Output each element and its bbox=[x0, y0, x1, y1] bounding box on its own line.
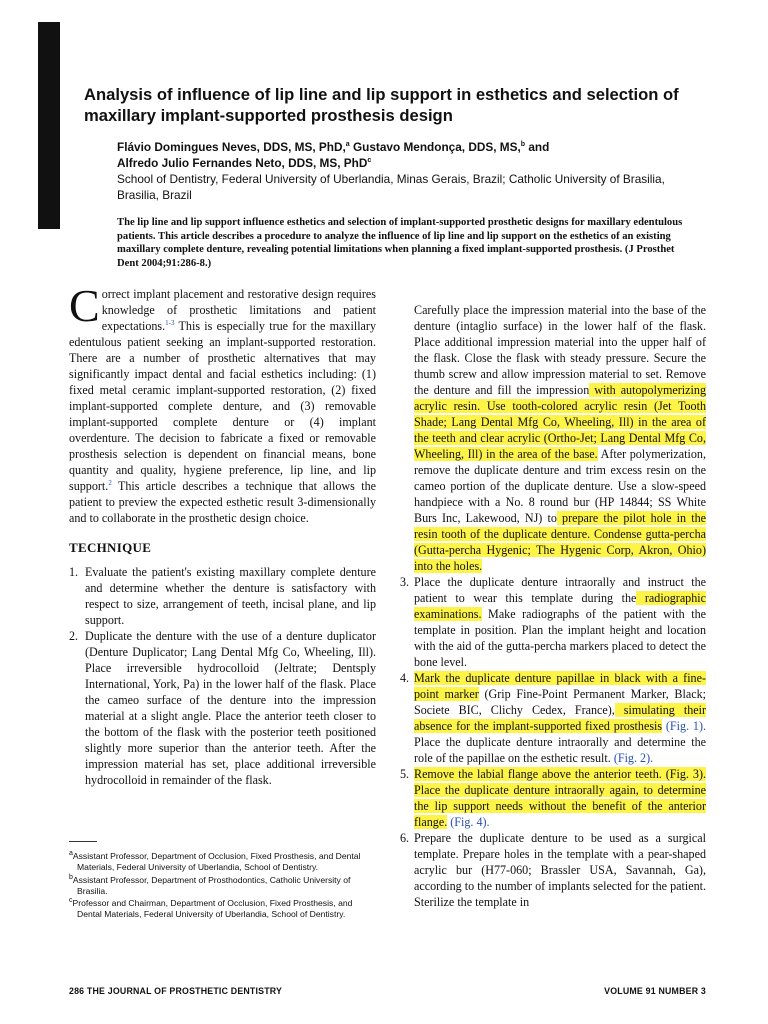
highlight: with autopolymerizing acrylic resin. bbox=[414, 383, 706, 413]
highlight: Remove the labial flange above the anterior teeth. (Fig. 3). Place the duplicate denture intraorally again, to determine the lip support needs without the benefit of the anterior flange. bbox=[414, 767, 706, 829]
step-1 bbox=[69, 564, 376, 628]
step-text: Prepare the duplicate denture to be used as a surgical template. Prepare holes in the template with a pear-shaped acrylic bur (H77-060; Brassler USA, Savannah, Ga), according to the number of implants selected for the patient. Sterilize the template in bbox=[414, 831, 706, 909]
step-text: Place the duplicate denture intraorally and determine the role of the papillae on the esthetic result. bbox=[414, 735, 706, 765]
step-4 bbox=[400, 670, 706, 766]
article-title: Analysis of influence of lip line and lip support in esthetics and selection of maxillary implant-supported prosthesis design bbox=[84, 85, 679, 125]
margin-bar bbox=[38, 22, 60, 229]
right-column bbox=[398, 302, 706, 910]
author-1-marker: a bbox=[345, 141, 350, 149]
footnotes bbox=[69, 851, 377, 922]
author-conjunction: and bbox=[525, 140, 550, 154]
step-text: (Grip Fine-Point Permanent Marker, Black; Societe BIC, Clichy Cedex, France), bbox=[414, 687, 706, 717]
author-3-marker: c bbox=[367, 157, 372, 165]
highlight: simulating their absence for the implant-supported fixed prosthesis bbox=[414, 703, 706, 733]
footnote-c bbox=[69, 898, 377, 921]
intro-text-1: orrect implant placement and restorative design requires knowledge of prosthetic limitations and patient expectations. bbox=[101, 287, 376, 333]
highlight: prepare the pilot hole in the resin tooth of the duplicate denture. Condense gutta-percha (Gutta-percha Hygenic; The Hygenic Corp, Akron, Ohio) into the holes. bbox=[414, 511, 706, 573]
footnote-divider bbox=[69, 841, 97, 842]
step-number: 5. bbox=[400, 767, 410, 781]
footnote-text: Professor and Chairman, Department of Occlusion, Fixed Prosthesis, and Dental Materials, Federal University of Uberlandia, School of Dentistry. bbox=[72, 898, 353, 920]
figure-link-4[interactable]: (Fig. 4). bbox=[447, 815, 490, 829]
intro-paragraph bbox=[69, 280, 376, 526]
highlight: Use tooth-colored acrylic resin (Jet Tooth Shade; Lang Dental Mfg Co, Wheeling, Ill) in the area of the teeth and clear acrylic (Ortho-Jet; Lang Dental Mfg Co, Wheeling, Ill) in the area of the base. bbox=[414, 399, 707, 461]
step-text: Duplicate the denture with the use of a denture duplicator (Denture Duplicator; Lang Dental Mfg Co, Wheeling, Ill). Place irreversible hydrocolloid (Jeltrate; Dentsply International, York, Pa) in the lower half of the flask. Place the cameo surface of the denture into the impression material at a slight angle. Place the anterior teeth closer to the bottom of the flask with the posterior teeth positioned slightly more superior than the anterior teeth. After the impression material has set, place additional irreversible hydrocolloid in remainder of the flask. bbox=[85, 629, 376, 787]
step-number: 2. bbox=[69, 629, 79, 643]
reference-link-1[interactable]: 1-3 bbox=[165, 318, 175, 327]
step-3 bbox=[400, 574, 707, 670]
affiliation: School of Dentistry, Federal University of Uberlandia, Minas Gerais, Brazil; Catholic University of Brasilia, Brasilia, Brazil bbox=[117, 172, 665, 202]
intro-text-2: This is especially true for the maxillary edentulous patient seeking an implant-supported restoration. There are a number of prosthetic alternatives that may significantly impact dental and facial esthetics including: (1) fixed metal ceramic implant-supported restoration, (2) fixed implant-supported complete denture, and (3) removable implant-supported complete denture or (4) implant overdenture. The decision to fabricate a fixed or removable prosthesis selection is dependent on financial means, bone quantity and quality, hygiene preference, lip line, and lip support. bbox=[69, 319, 376, 493]
step-text: Evaluate the patient's existing maxillary complete denture and determine whether the denture is satisfactory with respect to size, arrangement of teeth, incisal plane, and lip support. bbox=[85, 565, 376, 627]
step-text: Make radiographs of the patient with the template in position. Plan the implant height and location with the aid of the gutta-percha markers placed to detect the bone level. bbox=[414, 607, 706, 669]
author-2: Gustavo Mendonça, DDS, MS, bbox=[349, 140, 521, 154]
step-number: 3. bbox=[400, 575, 410, 589]
step-text: After polymerization, remove the duplicate denture and trim excess resin on the cameo portion of the duplicate denture. Use a slow-speed handpiece with a No. 8 round bur (HP 14844; SS White Burs Inc, Lakewood, NJ) to bbox=[414, 447, 706, 525]
step-5 bbox=[400, 766, 706, 830]
abstract: The lip line and lip support influence esthetics and selection of implant-supported prosthetic designs for maxillary edentulous patients. This article describes a procedure to analyze the influence of lip line and lip support on the esthetics of an existing maxillary complete denture, revealing potential limitations when planning a fixed implant-supported prosthesis. (J Prosthet Dent 2004;91:286-8.) bbox=[117, 217, 683, 269]
author-1: Flávio Domingues Neves, DDS, MS, PhD, bbox=[117, 140, 346, 154]
footnote-text: Assistant Professor, Department of Prosthodontics, Catholic University of Brasilia. bbox=[72, 874, 351, 896]
step-text: Carefully place the impression material into the base of the denture (intaglio surface) in the lower half of the flask. Place additional impression material into the upper half of the flask. Close the flask with steady pressure. Secure the thumb screw and allow impression material to set. Remove the denture and fill the impression bbox=[414, 303, 706, 397]
figure-link-2[interactable]: (Fig. 2). bbox=[610, 751, 654, 765]
footnote-marker: a bbox=[69, 850, 73, 858]
footnote-marker: c bbox=[69, 897, 73, 905]
left-column bbox=[69, 280, 376, 788]
footer-journal: 286 THE JOURNAL OF PROSTHETIC DENTISTRY bbox=[69, 986, 283, 996]
figure-link-1[interactable]: (Fig. 1). bbox=[662, 719, 706, 733]
footnote-marker: b bbox=[69, 873, 73, 881]
section-heading-technique: TECHNIQUE bbox=[69, 540, 152, 555]
intro-text-3: This article describes a technique that allows the patient to preview the expected esthetic result 3-dimensionally and to collaborate in the prosthetic design choice. bbox=[69, 479, 376, 525]
step-number: 1. bbox=[69, 565, 79, 579]
author-3: Alfredo Julio Fernandes Neto, DDS, MS, PhD bbox=[117, 156, 368, 170]
step-6 bbox=[400, 830, 706, 910]
highlight: radiographic examinations. bbox=[414, 591, 707, 621]
reference-link-2[interactable]: 2 bbox=[108, 478, 112, 487]
step-number: 4. bbox=[400, 671, 410, 685]
technique-steps-left bbox=[69, 564, 376, 788]
footnote-text: Assistant Professor, Department of Occlusion, Fixed Prosthesis, and Dental Materials, Federal University of Uberlandia, School of Dentistry. bbox=[72, 851, 361, 873]
step-text: Place the duplicate denture intraorally and instruct the patient to wear this template during the bbox=[414, 575, 706, 605]
footnote-a bbox=[69, 851, 377, 874]
author-list bbox=[117, 139, 707, 171]
drop-cap: C bbox=[69, 280, 100, 331]
step-2 bbox=[69, 628, 376, 788]
author-2-marker: b bbox=[520, 141, 526, 149]
step-2-continued bbox=[414, 302, 706, 574]
footnote-b bbox=[69, 875, 377, 898]
step-number: 6. bbox=[400, 831, 410, 845]
footer-volume: VOLUME 91 NUMBER 3 bbox=[604, 986, 706, 996]
technique-steps-right bbox=[400, 574, 707, 910]
highlight: Mark the duplicate denture papillae in black with a fine-point marker bbox=[414, 671, 706, 701]
